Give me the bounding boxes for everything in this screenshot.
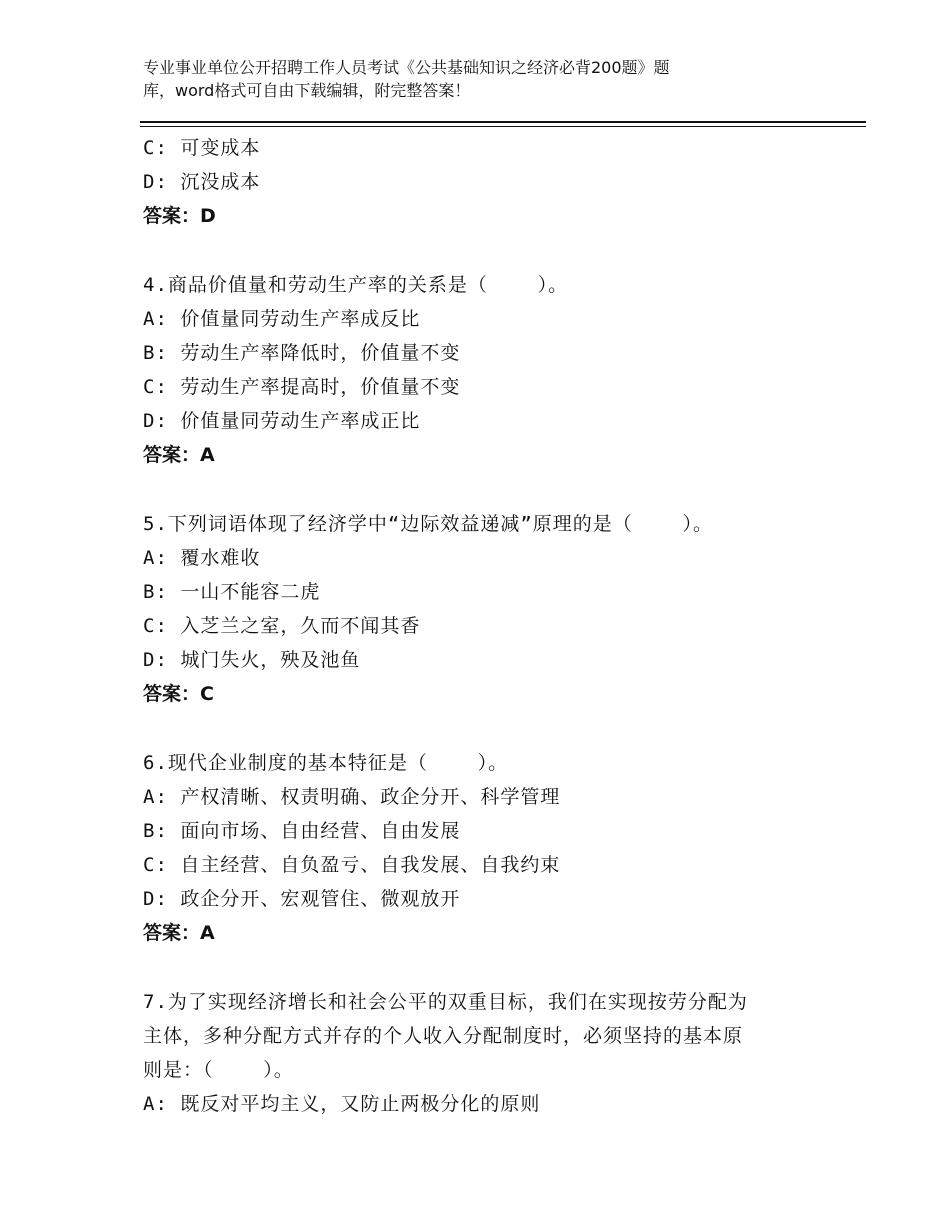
question-stem-line-1: 7.为了实现经济增长和社会公平的双重目标，我们在实现按劳分配为 <box>143 991 748 1013</box>
option-b: B: 劳动生产率降低时，价值量不变 <box>143 342 461 364</box>
question-stem: 4.商品价值量和劳动生产率的关系是（ ）。 <box>143 274 569 296</box>
spacer <box>143 233 833 268</box>
option-c: C: 自主经营、自负盈亏、自我发展、自我约束 <box>143 854 561 876</box>
header-rule-thin <box>140 126 866 127</box>
header-line-2: 库，word格式可自由下载编辑，附完整答案！ <box>143 81 471 100</box>
header-line-1: 专业事业单位公开招聘工作人员考试《公共基础知识之经济必背200题》题 <box>143 58 670 77</box>
question-stem-line-2: 主体，多种分配方式并存的个人收入分配制度时，必须坚持的基本原 <box>143 1025 744 1047</box>
option-c: C: 可变成本 <box>143 137 261 159</box>
document-body <box>143 131 833 1121</box>
spacer <box>143 950 833 985</box>
spacer <box>143 711 833 746</box>
option-b: B: 面向市场、自由经营、自由发展 <box>143 820 461 842</box>
question-7 <box>143 985 833 1121</box>
spacer <box>143 472 833 507</box>
option-d: D: 政企分开、宏观管住、微观放开 <box>143 888 461 910</box>
option-d: D: 价值量同劳动生产率成正比 <box>143 410 421 432</box>
question-stem: 5.下列词语体现了经济学中“边际效益递减”原理的是（ ）。 <box>143 513 714 535</box>
option-c: C: 劳动生产率提高时，价值量不变 <box>143 376 461 398</box>
document-header <box>143 56 803 102</box>
option-a: A: 产权清晰、权责明确、政企分开、科学管理 <box>143 786 561 808</box>
answer: 答案：A <box>143 922 215 944</box>
option-a: A: 价值量同劳动生产率成反比 <box>143 308 421 330</box>
question-4 <box>143 268 833 472</box>
header-rule-thick <box>140 121 866 123</box>
question-6 <box>143 746 833 950</box>
question-3 <box>143 131 833 233</box>
question-5 <box>143 507 833 711</box>
option-c: C: 入芝兰之室，久而不闻其香 <box>143 615 421 637</box>
answer: 答案：D <box>143 205 216 227</box>
option-a: A: 既反对平均主义，又防止两极分化的原则 <box>143 1093 541 1115</box>
option-a: A: 覆水难收 <box>143 547 261 569</box>
question-stem: 6.现代企业制度的基本特征是（ ）。 <box>143 752 509 774</box>
option-d: D: 城门失火，殃及池鱼 <box>143 649 361 671</box>
option-b: B: 一山不能容二虎 <box>143 581 321 603</box>
question-stem-line-3: 则是：（ ）。 <box>143 1059 294 1081</box>
answer: 答案：A <box>143 444 215 466</box>
option-d: D: 沉没成本 <box>143 171 261 193</box>
answer: 答案：C <box>143 683 214 705</box>
